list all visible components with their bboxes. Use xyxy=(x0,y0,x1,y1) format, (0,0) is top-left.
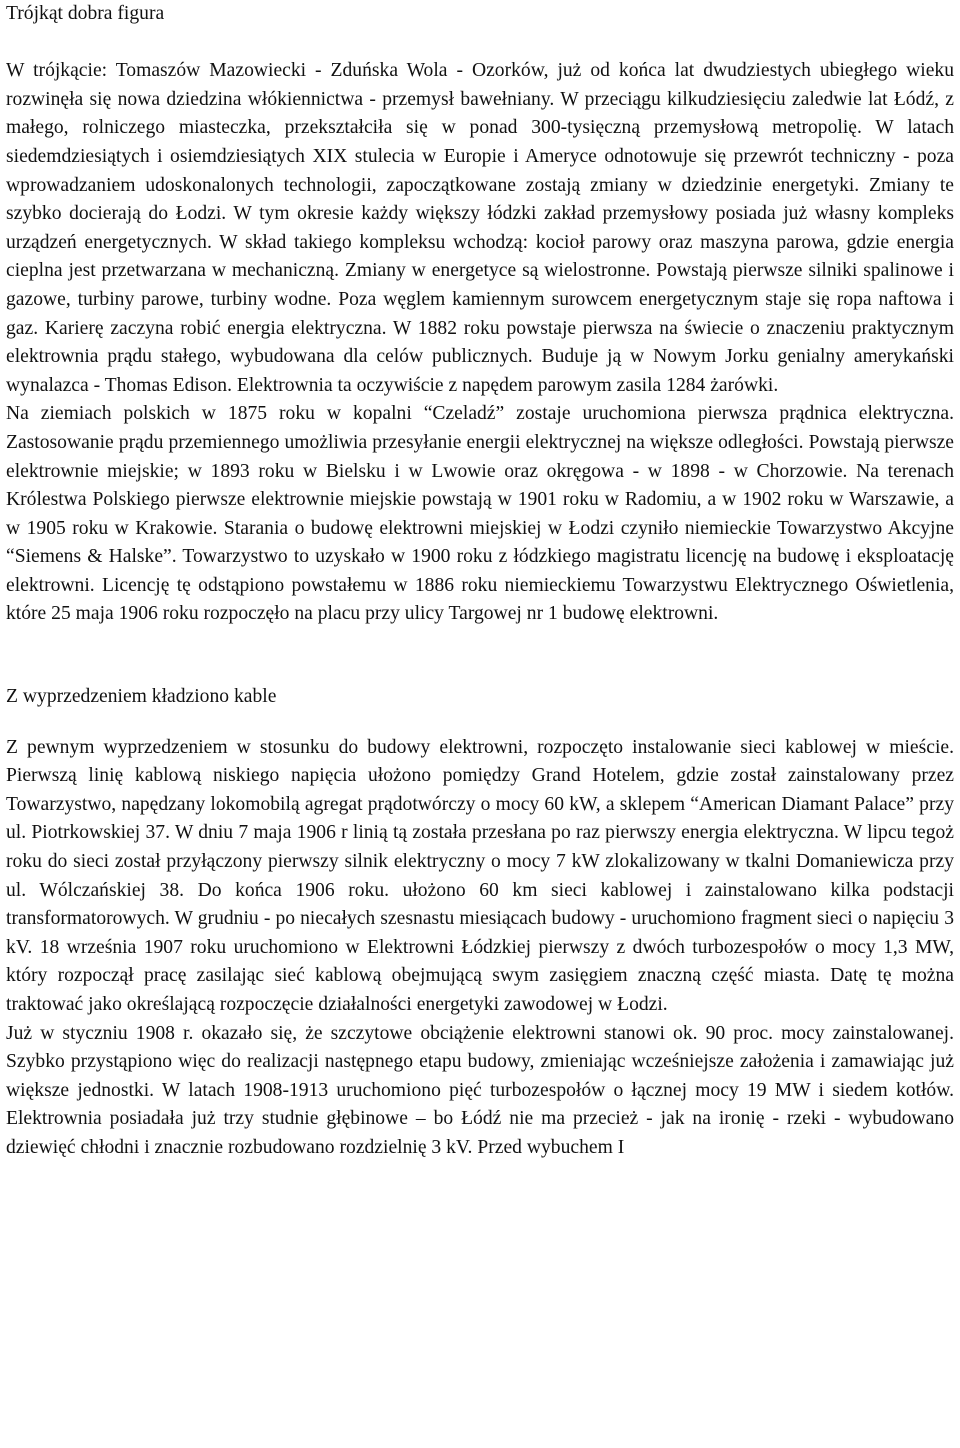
section-gap xyxy=(6,629,954,683)
paragraph-polish-lands: Na ziemiach polskich w 1875 roku w kopalni “Czeladź” zostaje uruchomiona pierwsza prądnica elektryczna. Zastosowanie prądu przemiennego umożliwia przesyłanie energii elektrycznej na większe odległości. Powstają pierwsze elektrownie miejskie; w 1893 roku w Bielsku i w Lwowie oraz okręgowa - w 1898 - w Chorzowie. Na terenach Królestwa Polskiego pierwsze elektrownie miejskie powstają w 1901 roku w Radomiu, a w 1902 roku w Warszawie, a w 1905 roku w Krakowie. Starania o budowę elektrowni miejskiej w Łodzi czyniło niemieckie Towarzystwo Akcyjne “Siemens & Halske”. Towarzystwo to uzyskało w 1900 roku z łódzkiego magistratu licencję na budowę i eksploatację elektrowni. Licencję tę odstąpiono powstałemu w 1886 roku niemieckiemu Towarzystwu Elektrycznego Oświetlenia, które 25 maja 1906 roku rozpoczęło na placu przy ulicy Targowej nr 1 budowę elektrowni. xyxy=(6,403,954,625)
heading-gap xyxy=(6,712,954,734)
spacer xyxy=(6,29,954,58)
section-heading: Z wyprzedzeniem kładziono kable xyxy=(6,686,277,708)
paragraph-cables: Z pewnym wyprzedzeniem w stosunku do budowy elektrowni, rozpoczęto instalowanie sieci kablowej w mieście. Pierwszą linię kablową niskiego napięcia ułożono pomiędzy Grand Hotelem, gdzie został zainstalowany przez Towarzystwo, napędzany lokomobilą agregat prądotwórczy o mocy 60 kW, a sklepem “American Diamant Palace” przy ul. Piotrkowskiej 37. W dniu 7 maja 1906 r linią tą została przesłana po raz pierwszy energia elektryczna. W lipcu tegoż roku do sieci został przyłączony pierwszy silnik elektryczny o mocy 7 kW zlokalizowany w tkalni Domaniewicza przy ul. Wólczańskiej 38. Do końca 1906 roku. ułożono 60 km sieci kablowej i zainstalowano kilka podstacji transformatorowych. W grudniu - po niecałych szesnastu miesiącach budowy - uruchomiono fragment sieci o napięciu 3 kV. 18 września 1907 roku uruchomiono w Elektrowni Łódzkiej pierwszy z dwóch turbozespołów o mocy 1,3 MW, który rozpoczął pracę zasilając sieć kablową obejmującą swym zasięgiem znaczną część miasta. Datę tę można traktować jako określającą rozpoczęcie działalności energetyki zawodowej w Łodzi. xyxy=(6,736,954,1015)
paragraph-intro: W trójkącie: Tomaszów Mazowiecki - Zduńska Wola - Ozorków, już od końca lat dwudziestych ubiegłego wieku rozwinęła się nowa dziedzina włókiennictwa - przemysł bawełniany. W przeciągu kilkudziesięciu zaledwie lat Łódź, z małego, rolniczego miasteczka, przekształciła się w ponad 300-tysięczną przemysłową metropolię. W latach siedemdziesiątych i osiemdziesiątych XIX stulecia w Europie i Ameryce odnotowuje się przewrót techniczny - poza wprowadzaniem udoskonalonych technologii, zapoczątkowane zostają zmiany w dziedzinie energetyki. Zmiany te szybko docierają do Łodzi. W tym okresie każdy większy łódzki zakład przemysłowy posiada już własny kompleks urządzeń energetycznych. W skład takiego kompleksu wchodzą: kocioł parowy oraz maszyna parowa, gdzie energia cieplna jest przetwarzana w mechaniczną. Zmiany w energetyce są wielostronne. Powstają pierwsze silniki spalinowe i gazowe, turbiny parowe, turbiny wodne. Poza węglem kamiennym surowcem energetycznym staje się ropa naftowa i gaz. Karierę zaczyna robić energia elektryczna. W 1882 roku powstaje pierwsza na świecie o znaczeniu praktycznym elektrownia prądu stałego, wybudowana dla celów publicznych. Buduje ją w Nowym Jorku genialny amerykański wynalazca - Thomas Edison. Elektrownia ta oczywiście z napędem parowym zasila 1284 żarówki. xyxy=(6,60,954,396)
paragraph-1908: Już w styczniu 1908 r. okazało się, że szczytowe obciążenie elektrowni stanowi ok. 90 proc. mocy zainstalowanej. Szybko przystąpiono więc do realizacji następnego etapu budowy, zmieniając wcześniejsze założenia i zamawiając już większe jednostki. W latach 1908-1913 uruchomiono pięć turbozespołów o łącznej mocy 19 MW i siedem kotłów. Elektrownia posiadała już trzy studnie głębinowe – bo Łódź nie ma przecież - jak na ironię - rzeki - wybudowano dziewięć chłodni i znacznie rozbudowano rozdzielnię 3 kV. Przed wybuchem I xyxy=(6,1022,954,1158)
document-page xyxy=(6,0,954,1448)
document-title: Trójkąt dobra figura xyxy=(6,3,165,24)
